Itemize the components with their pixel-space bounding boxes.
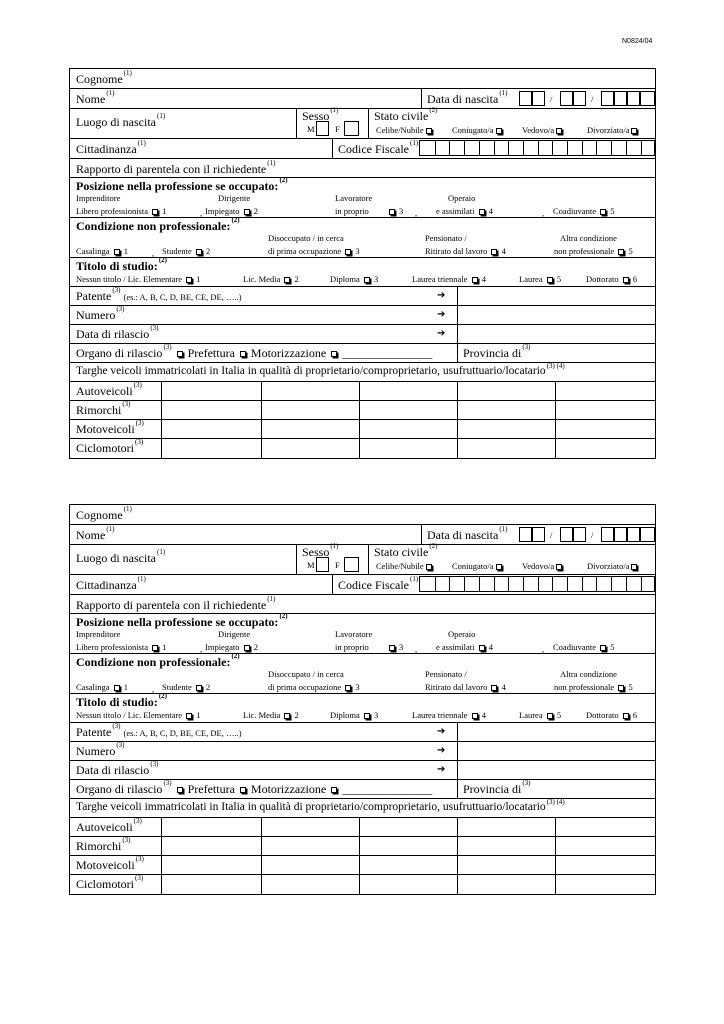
ciclomotori-label: Ciclomotori$^{(3)}$ (76, 438, 144, 455)
sesso-f-label: F (335, 560, 340, 570)
opt-impiegato[interactable]: Impiegato 2 (205, 642, 258, 652)
opt-lic-media[interactable]: Lic. Media 2 (243, 274, 299, 284)
opt-dottorato[interactable]: Dottorato 6 (586, 710, 638, 720)
codice-fiscale-cell[interactable] (464, 577, 465, 591)
checkbox-icon[interactable] (345, 685, 351, 691)
plate-cell-divider (457, 382, 458, 400)
arrow-right-icon: ➔ (437, 726, 446, 737)
opt-libero-prof[interactable]: Libero professionista 1 (76, 206, 167, 216)
sesso-m-box[interactable] (316, 121, 329, 136)
checkbox-icon[interactable] (196, 685, 202, 691)
opt-diploma[interactable]: Diploma 3 (330, 274, 379, 284)
organo-label: Organo di rilascio$^{(3)}$ Prefettura Motorizzazione _______________ (76, 779, 433, 796)
checkbox-icon[interactable] (186, 713, 192, 719)
titolo-label: Titolo di studio:$^{(2)}$ (76, 692, 167, 709)
date-separator: / (591, 530, 594, 540)
plate-cell-divider (261, 818, 262, 836)
opt-divorziato[interactable]: Divorziato/a (587, 561, 639, 571)
year-digit-4[interactable] (640, 91, 655, 106)
targhe-label: Targhe veicoli immatricolati in Italia in qualità di proprietario/comproprietario, usufruttuario/locatario$^{(3) (4)}$ (76, 798, 565, 813)
plate-cell-divider (359, 420, 360, 438)
sesso-label: Sesso$^{(1)}$ (302, 106, 339, 123)
checkbox-icon[interactable] (618, 249, 624, 255)
lavoratore-label: Lavoratore (335, 629, 373, 639)
posizione-label: Posizione nella professione se occupato:$^{(2)}$ (76, 612, 288, 629)
checkbox-icon[interactable] (389, 209, 395, 215)
condizione-label: Condizione non professionale:$^{(2)}$ (76, 652, 240, 669)
checkbox-icon[interactable] (547, 277, 553, 283)
plate-cell-divider (457, 856, 458, 874)
imprenditore-label: Imprenditore (76, 629, 121, 639)
checkbox-icon[interactable] (177, 787, 183, 793)
posizione-row (70, 178, 655, 218)
targhe-row (70, 799, 655, 818)
opt-studente[interactable]: Studente 2 (162, 682, 211, 692)
plate-cell-divider (161, 875, 162, 894)
codice-fiscale-cell[interactable] (449, 141, 450, 155)
condizione-row (70, 654, 655, 694)
plate-cell-divider (161, 837, 162, 855)
numero-label: Numero$^{(3)}$ (76, 741, 125, 758)
opt-in-proprio[interactable]: in proprio 3 (335, 642, 404, 652)
data-nascita-label: Data di nascita$^{(1)}$ (427, 525, 508, 542)
codice-fiscale-cell[interactable] (611, 577, 612, 591)
provincia-label: Provincia $di^{(3)}$ (463, 343, 531, 360)
year-digit-1[interactable] (601, 527, 614, 542)
year-digit-1[interactable] (601, 91, 614, 106)
plate-cell-divider (555, 837, 556, 855)
nome-row (70, 89, 655, 109)
checkbox-icon[interactable] (631, 128, 637, 134)
comma: , (415, 644, 418, 654)
luogo-row (70, 542, 655, 575)
checkbox-icon[interactable] (472, 713, 478, 719)
checkbox-icon[interactable] (496, 564, 502, 570)
month-digit-1[interactable] (560, 527, 573, 542)
month-digit-2[interactable] (573, 527, 586, 542)
checkbox-icon[interactable] (600, 209, 606, 215)
ciclomotori-label: Ciclomotori$^{(3)}$ (76, 874, 144, 891)
codice-fiscale-cell[interactable] (567, 577, 568, 591)
motoveicoli-row[interactable] (70, 420, 655, 439)
opt-coadiuvante[interactable]: Coadiuvante 5 (553, 642, 615, 652)
checkbox-icon[interactable] (426, 128, 432, 134)
autoveicoli-row[interactable] (70, 818, 655, 837)
opt-celibe[interactable]: Celibe/Nubile (376, 561, 434, 571)
opt-pensionato[interactable]: Ritirato dal lavoro 4 (425, 246, 506, 256)
codice-fiscale-cell[interactable] (641, 141, 642, 155)
codice-fiscale-cell[interactable] (435, 141, 436, 155)
plate-cell-divider (261, 837, 262, 855)
stato-civile-label: Stato civile$^{(2)}$ (374, 106, 438, 123)
nome-label: Nome$^{(1)}$ (76, 89, 115, 106)
arrow-right-icon: ➔ (437, 290, 446, 301)
opt-laurea[interactable]: Laurea 5 (519, 274, 562, 284)
codice-fiscale-label: Codice Fiscale$^{(1)}$ (338, 139, 419, 156)
plate-cell-divider (261, 382, 262, 400)
comma: , (200, 644, 203, 654)
cognome-row[interactable] (70, 69, 655, 89)
checkbox-icon[interactable] (600, 645, 606, 651)
plate-cell-divider (161, 420, 162, 438)
checkbox-icon[interactable] (284, 713, 290, 719)
checkbox-icon[interactable] (556, 128, 562, 134)
arrow-right-icon: ➔ (437, 764, 446, 775)
operaio-label: Operaio (448, 629, 476, 639)
opt-impiegato[interactable]: Impiegato 2 (205, 206, 258, 216)
imprenditore-label: Imprenditore (76, 193, 121, 203)
opt-casalinga[interactable]: Casalinga 1 (76, 246, 129, 256)
plate-cell-divider (457, 401, 458, 419)
comma: , (152, 684, 155, 694)
day-digit-1[interactable] (519, 91, 532, 106)
day-digit-2[interactable] (532, 91, 545, 106)
checkbox-icon[interactable] (556, 564, 562, 570)
comma: , (542, 208, 545, 218)
checkbox-icon[interactable] (331, 351, 337, 357)
checkbox-icon[interactable] (472, 277, 478, 283)
luogo-nascita-label: Luogo di nascita$^{(1)}$ (76, 112, 166, 129)
checkbox-icon[interactable] (631, 564, 637, 570)
condizione-row (70, 218, 655, 258)
checkbox-icon[interactable] (496, 128, 502, 134)
data-rilascio-label: Data di rilascio$^{(3)}$ (76, 324, 159, 341)
checkbox-icon[interactable] (186, 277, 192, 283)
checkbox-icon[interactable] (623, 713, 629, 719)
comma: , (415, 208, 418, 218)
codice-fiscale-cell[interactable] (508, 141, 509, 155)
pensionato-label: Pensionato / (425, 669, 467, 679)
nome-row (70, 525, 655, 545)
cognome-label: Cognome$^{(1)}$ (76, 69, 132, 86)
sesso-f-box[interactable] (344, 121, 359, 136)
opt-nessun-titolo[interactable]: Nessun titolo / Lic. Elementare 1 (76, 274, 201, 284)
motoveicoli-row[interactable] (70, 856, 655, 875)
rimorchi-row[interactable] (70, 837, 655, 856)
opt-vedovo[interactable]: Vedovo/a (522, 561, 564, 571)
targhe-label: Targhe veicoli immatricolati in Italia in qualità di proprietario/comproprietario, usufruttuario/locatario$^{(3) (4)}$ (76, 362, 565, 377)
condizione-label: Condizione non professionale:$^{(2)}$ (76, 216, 240, 233)
date-separator: / (550, 94, 553, 104)
numero-row[interactable] (70, 306, 655, 325)
day-digit-2[interactable] (532, 527, 545, 542)
luogo-row (70, 106, 655, 139)
organo-row (70, 344, 655, 363)
arrow-right-icon: ➔ (437, 309, 446, 320)
dirigente-label: Dirigente (218, 629, 251, 639)
checkbox-icon[interactable] (196, 249, 202, 255)
lavoratore-label: Lavoratore (335, 193, 373, 203)
patente-label: Patente$^{(3)}$ (es.: A, B, C, D, BE, CE, DE, …..) (76, 286, 242, 303)
motoveicoli-label: Motoveicoli$^{(3)}$ (76, 419, 144, 436)
codice-fiscale-label: Codice Fiscale$^{(1)}$ (338, 575, 419, 592)
month-digit-2[interactable] (573, 91, 586, 106)
ciclomotori-row[interactable] (70, 439, 655, 458)
organo-label: Organo di rilascio$^{(3)}$ Prefettura Motorizzazione _______________ (76, 343, 433, 360)
provincia-label: Provincia $di^{(3)}$ (463, 779, 531, 796)
codice-fiscale-cell[interactable] (494, 577, 495, 591)
checkbox-icon[interactable] (152, 209, 158, 215)
year-digit-3[interactable] (627, 527, 640, 542)
numero-row[interactable] (70, 742, 655, 761)
opt-studente[interactable]: Studente 2 (162, 246, 211, 256)
plate-cell-divider (161, 382, 162, 400)
numero-label: Numero$^{(3)}$ (76, 305, 125, 322)
altra-cond-label: Altra condizione (560, 233, 617, 243)
opt-coniugato[interactable]: Coniugato/a (452, 125, 504, 135)
motoveicoli-label: Motoveicoli$^{(3)}$ (76, 855, 144, 872)
checkbox-icon[interactable] (177, 351, 183, 357)
plate-cell-divider (359, 818, 360, 836)
plate-cell-divider (161, 439, 162, 458)
disoccupato-label: Disoccupato / in cerca (268, 233, 344, 243)
checkbox-icon[interactable] (389, 645, 395, 651)
plate-cell-divider (555, 856, 556, 874)
checkbox-icon[interactable] (114, 249, 120, 255)
opt-disoccupato[interactable]: di prima occupazione 3 (268, 682, 360, 692)
autoveicoli-label: Autoveicoli$^{(3)}$ (76, 817, 142, 834)
checkbox-icon[interactable] (618, 685, 624, 691)
plate-cell-divider (457, 818, 458, 836)
date-separator: / (591, 94, 594, 104)
plate-cell-divider (359, 856, 360, 874)
sesso-m-label: M (307, 560, 315, 570)
rimorchi-label: Rimorchi$^{(3)}$ (76, 836, 131, 853)
luogo-nascita-label: Luogo di nascita$^{(1)}$ (76, 548, 166, 565)
comma: , (542, 644, 545, 654)
cittadinanza-row (70, 139, 655, 159)
operaio-label: Operaio (448, 193, 476, 203)
organo-row (70, 780, 655, 799)
sesso-f-label: F (335, 124, 340, 134)
checkbox-icon[interactable] (244, 209, 250, 215)
date-separator: / (550, 530, 553, 540)
year-digit-3[interactable] (627, 91, 640, 106)
opt-diploma[interactable]: Diploma 3 (330, 710, 379, 720)
plate-cell-divider (261, 401, 262, 419)
rapporto-row[interactable] (70, 159, 655, 178)
opt-libero-prof[interactable]: Libero professionista 1 (76, 642, 167, 652)
cittadinanza-label: Cittadinanza$^{(1)}$ (76, 575, 146, 592)
codice-fiscale-cell[interactable] (626, 141, 627, 155)
codice-fiscale-cell[interactable] (523, 141, 524, 155)
sesso-m-label: M (307, 124, 315, 134)
codice-fiscale-cell[interactable] (479, 141, 480, 155)
plate-cell-divider (161, 401, 162, 419)
codice-fiscale-boxes[interactable] (419, 576, 655, 592)
year-digit-2[interactable] (614, 91, 627, 106)
year-digit-4[interactable] (640, 527, 655, 542)
nome-label: Nome$^{(1)}$ (76, 525, 115, 542)
checkbox-icon[interactable] (244, 645, 250, 651)
patente-row[interactable] (70, 723, 655, 742)
opt-disoccupato[interactable]: di prima occupazione 3 (268, 246, 360, 256)
opt-in-proprio[interactable]: in proprio 3 (335, 206, 404, 216)
codice-fiscale-cell[interactable] (596, 141, 597, 155)
codice-fiscale-cell[interactable] (479, 577, 480, 591)
opt-altra-cond[interactable]: non professionale 5 (554, 246, 633, 256)
plate-cell-divider (457, 837, 458, 855)
plate-cell-divider (555, 818, 556, 836)
rapporto-label: Rapporto di parentela con il richiedente$^{(1)}$ (76, 595, 276, 612)
rapporto-row[interactable] (70, 595, 655, 614)
plate-cell-divider (457, 439, 458, 458)
plate-cell-divider (359, 439, 360, 458)
autoveicoli-row[interactable] (70, 382, 655, 401)
codice-fiscale-cell[interactable] (508, 577, 509, 591)
opt-celibe[interactable]: Celibe/Nubile (376, 125, 434, 135)
cittadinanza-row (70, 575, 655, 595)
codice-fiscale-cell[interactable] (567, 141, 568, 155)
plate-cell-divider (261, 439, 262, 458)
checkbox-icon[interactable] (364, 277, 370, 283)
day-digit-1[interactable] (519, 527, 532, 542)
opt-laurea-triennale[interactable]: Laurea triennale 4 (412, 274, 486, 284)
disoccupato-label: Disoccupato / in cerca (268, 669, 344, 679)
comma: , (200, 208, 203, 218)
codice-fiscale-boxes[interactable] (419, 140, 655, 156)
dirigente-label: Dirigente (218, 193, 251, 203)
plate-cell-divider (555, 439, 556, 458)
titolo-row (70, 694, 655, 723)
opt-operaio[interactable]: e assimilati 4 (436, 206, 493, 216)
opt-laurea-triennale[interactable]: Laurea triennale 4 (412, 710, 486, 720)
plate-cell-divider (555, 401, 556, 419)
opt-dottorato[interactable]: Dottorato 6 (586, 274, 638, 284)
plate-cell-divider (457, 875, 458, 894)
stato-civile-label: Stato civile$^{(2)}$ (374, 542, 438, 559)
plate-cell-divider (359, 382, 360, 400)
checkbox-icon[interactable] (345, 249, 351, 255)
opt-pensionato[interactable]: Ritirato dal lavoro 4 (425, 682, 506, 692)
codice-fiscale-cell[interactable] (552, 577, 553, 591)
ciclomotori-row[interactable] (70, 875, 655, 894)
posizione-label: Posizione nella professione se occupato:$^{(2)}$ (76, 176, 288, 193)
checkbox-icon[interactable] (491, 685, 497, 691)
codice-fiscale-cell[interactable] (538, 577, 539, 591)
plate-cell-divider (261, 420, 262, 438)
codice-fiscale-cell[interactable] (552, 141, 553, 155)
plate-cell-divider (261, 875, 262, 894)
posizione-row (70, 614, 655, 654)
checkbox-icon[interactable] (479, 645, 485, 651)
plate-cell-divider (261, 856, 262, 874)
opt-laurea[interactable]: Laurea 5 (519, 710, 562, 720)
sesso-m-box[interactable] (316, 557, 329, 572)
codice-fiscale-cell[interactable] (464, 141, 465, 155)
checkbox-icon[interactable] (491, 249, 497, 255)
checkbox-icon[interactable] (240, 787, 246, 793)
plate-cell-divider (359, 401, 360, 419)
codice-fiscale-cell[interactable] (582, 577, 583, 591)
codice-fiscale-cell[interactable] (435, 577, 436, 591)
codice-fiscale-cell[interactable] (641, 577, 642, 591)
plate-cell-divider (457, 420, 458, 438)
checkbox-icon[interactable] (152, 645, 158, 651)
data-rilascio-label: Data di rilascio$^{(3)}$ (76, 760, 159, 777)
opt-altra-cond[interactable]: non professionale 5 (554, 682, 633, 692)
year-digit-2[interactable] (614, 527, 627, 542)
autoveicoli-label: Autoveicoli$^{(3)}$ (76, 381, 142, 398)
comma: , (152, 248, 155, 258)
cognome-label: Cognome$^{(1)}$ (76, 505, 132, 522)
checkbox-icon[interactable] (331, 787, 337, 793)
opt-vedovo[interactable]: Vedovo/a (522, 125, 564, 135)
data-rilascio-row[interactable] (70, 761, 655, 780)
plate-cell-divider (359, 875, 360, 894)
opt-divorziato[interactable]: Divorziato/a (587, 125, 639, 135)
rapporto-label: Rapporto di parentela con il richiedente$^{(1)}$ (76, 159, 276, 176)
codice-fiscale-cell[interactable] (626, 577, 627, 591)
cittadinanza-label: Cittadinanza$^{(1)}$ (76, 139, 146, 156)
rimorchi-row[interactable] (70, 401, 655, 420)
opt-coadiuvante[interactable]: Coadiuvante 5 (553, 206, 615, 216)
month-digit-1[interactable] (560, 91, 573, 106)
checkbox-icon[interactable] (623, 277, 629, 283)
codice-fiscale-cell[interactable] (494, 141, 495, 155)
codice-fiscale-cell[interactable] (611, 141, 612, 155)
plate-cell-divider (555, 875, 556, 894)
opt-casalinga[interactable]: Casalinga 1 (76, 682, 129, 692)
person-form (69, 504, 656, 895)
plate-cell-divider (161, 818, 162, 836)
sesso-label: Sesso$^{(1)}$ (302, 542, 339, 559)
data-rilascio-row[interactable] (70, 325, 655, 344)
titolo-label: Titolo di studio:$^{(2)}$ (76, 256, 167, 273)
document-code: N0824/04 (622, 38, 653, 45)
checkbox-icon[interactable] (364, 713, 370, 719)
codice-fiscale-cell[interactable] (523, 577, 524, 591)
arrow-right-icon: ➔ (437, 745, 446, 756)
codice-fiscale-cell[interactable] (449, 577, 450, 591)
rimorchi-label: Rimorchi$^{(3)}$ (76, 400, 131, 417)
codice-fiscale-cell[interactable] (538, 141, 539, 155)
checkbox-icon[interactable] (114, 685, 120, 691)
plate-cell-divider (161, 856, 162, 874)
titolo-row (70, 258, 655, 287)
patente-row[interactable] (70, 287, 655, 306)
data-nascita-label: Data di nascita$^{(1)}$ (427, 89, 508, 106)
sesso-f-box[interactable] (344, 557, 359, 572)
altra-cond-label: Altra condizione (560, 669, 617, 679)
codice-fiscale-cell[interactable] (582, 141, 583, 155)
checkbox-icon[interactable] (426, 564, 432, 570)
opt-operaio[interactable]: e assimilati 4 (436, 642, 493, 652)
codice-fiscale-cell[interactable] (596, 577, 597, 591)
plate-cell-divider (359, 837, 360, 855)
plate-cell-divider (555, 420, 556, 438)
checkbox-icon[interactable] (479, 209, 485, 215)
opt-nessun-titolo[interactable]: Nessun titolo / Lic. Elementare 1 (76, 710, 201, 720)
patente-label: Patente$^{(3)}$ (es.: A, B, C, D, BE, CE, DE, …..) (76, 722, 242, 739)
checkbox-icon[interactable] (240, 351, 246, 357)
person-form (69, 68, 656, 459)
targhe-row (70, 363, 655, 382)
checkbox-icon[interactable] (284, 277, 290, 283)
checkbox-icon[interactable] (547, 713, 553, 719)
cognome-row[interactable] (70, 505, 655, 525)
arrow-right-icon: ➔ (437, 328, 446, 339)
opt-coniugato[interactable]: Coniugato/a (452, 561, 504, 571)
plate-cell-divider (555, 382, 556, 400)
pensionato-label: Pensionato / (425, 233, 467, 243)
opt-lic-media[interactable]: Lic. Media 2 (243, 710, 299, 720)
